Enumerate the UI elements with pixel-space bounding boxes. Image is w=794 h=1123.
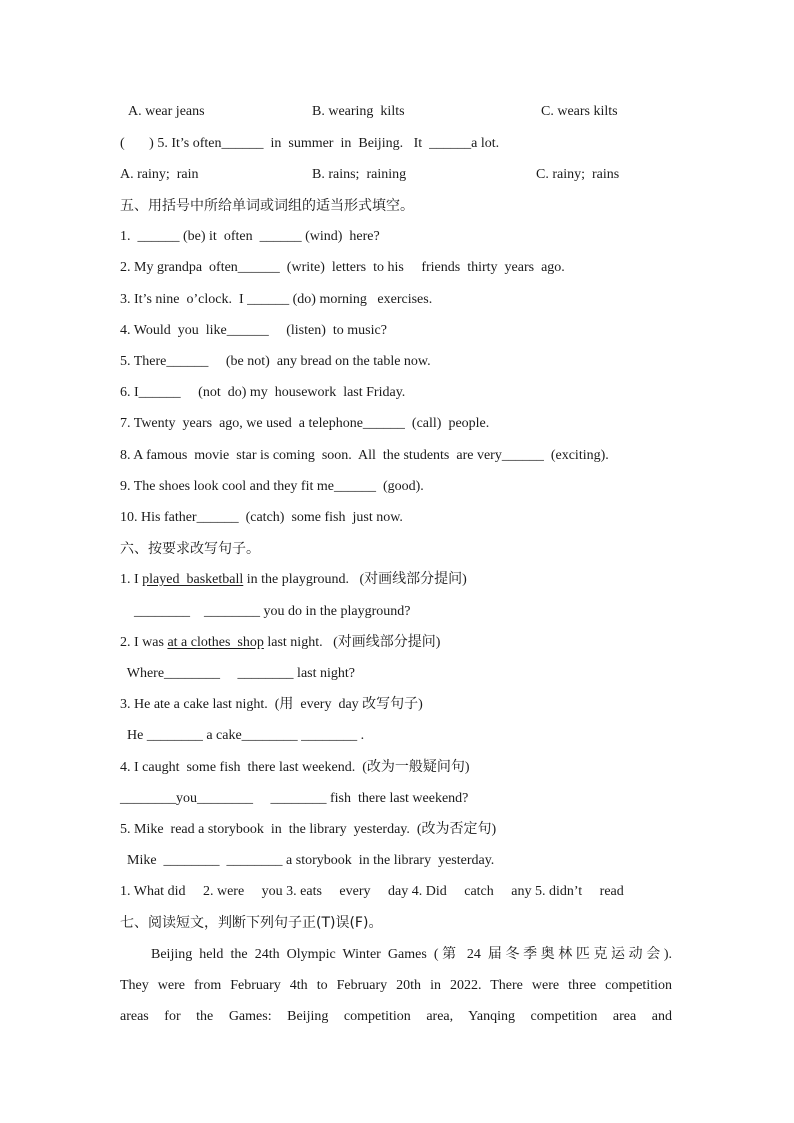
sec6-question-5: 5. Mike read a storybook in the library yesterday. (改为否定句): [120, 822, 497, 837]
sec6-answer-5: Mike ________ ________ a storybook in the library yesterday.: [120, 853, 495, 868]
sec6-answer-3: He ________ a cake________ ________ .: [120, 728, 365, 743]
passage-line-1: Beijing held the 24th Olympic Winter Games (第 24 届冬季奥林匹克运动会).: [151, 947, 672, 962]
q1-post: in the playground. (对画线部分提问): [243, 572, 467, 587]
sec6-answer-1: ________ ________ you do in the playground?: [120, 604, 411, 619]
option-b: B. rains; raining: [312, 167, 407, 182]
sec5-item-8: 8. A famous movie star is coming soon. All the students are very______ (exciting).: [120, 448, 609, 463]
q4-item5: ( ) 5. It’s often______ in summer in Beijing. It ______a lot.: [120, 136, 500, 151]
sec5-item-1: 1. ______ (be) it often ______ (wind) here?: [120, 229, 380, 244]
passage-line-2: They were from February 4th to February 20th in 2022. There were three competition: [120, 978, 672, 993]
sec5-item-6: 6. I______ (not do) my housework last Friday.: [120, 385, 406, 400]
sec5-item-4: 4. Would you like______ (listen) to music?: [120, 323, 387, 338]
option-b: B. wearing kilts: [312, 104, 405, 119]
sec5-item-2: 2. My grandpa often______ (write) letters to his friends thirty years ago.: [120, 260, 565, 275]
option-c: C. rainy; rains: [536, 167, 620, 182]
sec5-item-5: 5. There______ (be not) any bread on the table now.: [120, 354, 431, 369]
reading-passage: [120, 939, 672, 1032]
sec5-item-9: 9. The shoes look cool and they fit me______ (good).: [120, 479, 424, 494]
sec6-answer-key: 1. What did 2. were you 3. eats every day 4. Did catch any 5. didn’t read: [120, 884, 624, 899]
passage-line-3: areas for the Games: Beijing competition area, Yanqing competition area and: [120, 1009, 672, 1024]
q2-pre: 2. I was: [120, 635, 168, 650]
sec6-question-2: [120, 633, 680, 653]
q1-underlined-phrase: played basketball: [142, 572, 244, 587]
section-6-heading: 六、按要求改写句子。: [120, 541, 260, 557]
option-a: A. wear jeans: [128, 104, 205, 119]
section-5-heading: 五、用括号中所给单词或词组的适当形式填空。: [120, 198, 414, 214]
q4-item4-options: [120, 102, 680, 122]
section-7-heading: 七、阅读短文，判断下列句子正(T)误(F)。: [120, 915, 383, 931]
sec5-item-7: 7. Twenty years ago, we used a telephone______ (call) people.: [120, 416, 490, 431]
sec6-question-3: 3. He ate a cake last night. (用 every day 改写句子): [120, 697, 423, 712]
sec6-question-4: 4. I caught some fish there last weekend. (改为一般疑问句): [120, 760, 470, 775]
sec5-item-3: 3. It’s nine o’clock. I ______ (do) morning exercises.: [120, 292, 433, 307]
option-a: A. rainy; rain: [120, 167, 199, 182]
option-c: C. wears kilts: [541, 104, 618, 119]
q1-pre: 1. I: [120, 572, 143, 587]
sec6-answer-2: Where________ ________ last night?: [120, 666, 355, 681]
q4-item5-options: [120, 165, 680, 185]
sec6-answer-4: ________you________ ________ fish there last weekend?: [120, 791, 469, 806]
sec5-item-10: 10. His father______ (catch) some fish just now.: [120, 510, 403, 525]
q2-post: last night. (对画线部分提问): [263, 635, 441, 650]
sec6-question-1: [120, 570, 680, 590]
q2-underlined-phrase: at a clothes shop: [167, 635, 264, 650]
